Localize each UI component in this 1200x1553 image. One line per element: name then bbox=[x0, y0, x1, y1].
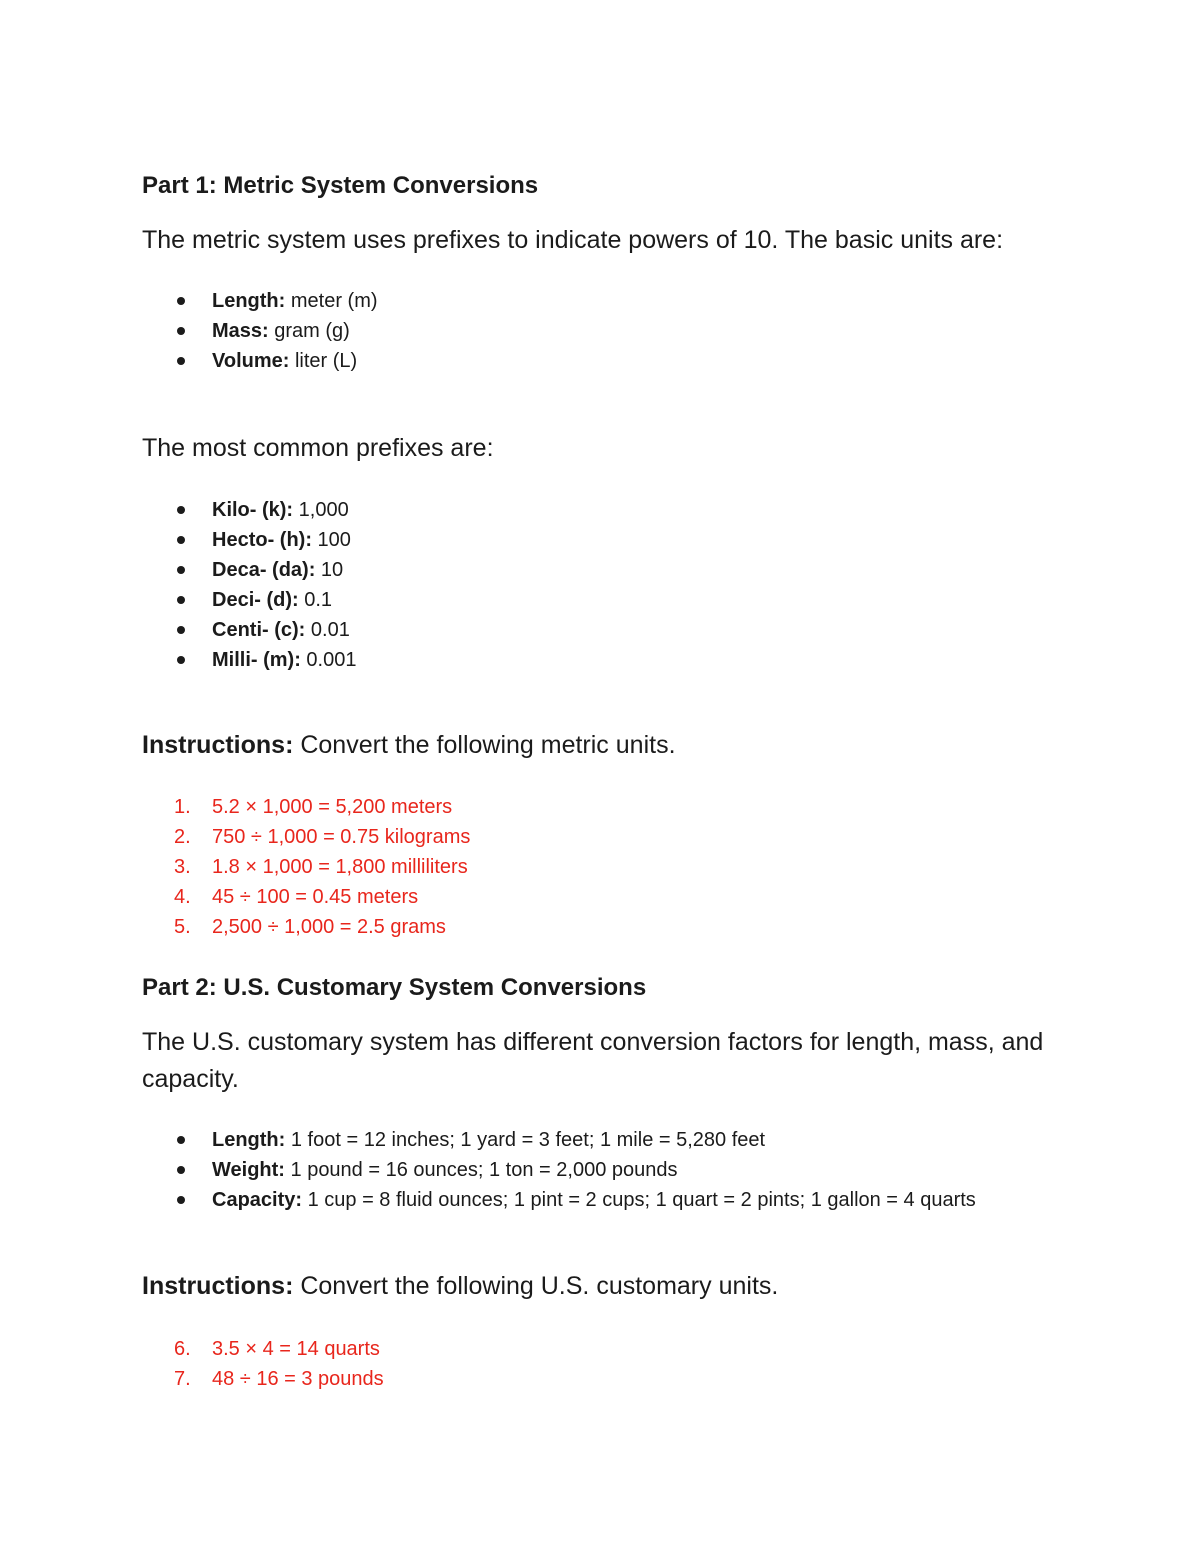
list-item bbox=[142, 1155, 976, 1185]
answer-number: 5. bbox=[174, 916, 191, 938]
bullet-icon bbox=[177, 596, 185, 604]
bullet-icon bbox=[177, 357, 185, 365]
instructions-label: Instructions: bbox=[142, 1272, 294, 1300]
bullet-icon bbox=[177, 626, 185, 634]
list-item-term: Mass: bbox=[212, 320, 269, 342]
answer-item bbox=[142, 852, 470, 882]
list-item-value: 1 cup = 8 fluid ounces; 1 pint = 2 cups; 1 quart = 2 pints; 1 gallon = 4 quarts bbox=[302, 1189, 976, 1211]
list-item-term: Length: bbox=[212, 290, 286, 312]
list-item-value: 100 bbox=[311, 529, 351, 551]
part1-instructions bbox=[142, 727, 1072, 764]
list-item-value: 0.001 bbox=[300, 649, 357, 671]
instructions-text: Convert the following U.S. customary units. bbox=[293, 1272, 779, 1300]
list-item bbox=[142, 346, 378, 376]
answer-item bbox=[142, 1364, 384, 1394]
list-item-value: meter (m) bbox=[285, 290, 378, 312]
answer-number: 7. bbox=[174, 1368, 191, 1390]
list-item-value: 0.1 bbox=[298, 589, 333, 611]
answer-text: 3.5 × 4 = 14 quarts bbox=[212, 1338, 380, 1360]
instructions-label: Instructions: bbox=[142, 731, 294, 759]
list-item-term: Deci- (d): bbox=[212, 589, 299, 611]
list-item-term: Kilo- (k): bbox=[212, 499, 294, 521]
list-item bbox=[142, 1185, 976, 1215]
bullet-icon bbox=[177, 1196, 185, 1204]
prefixes-list bbox=[142, 495, 356, 675]
bullet-icon bbox=[177, 506, 185, 514]
prefixes-intro: The most common prefixes are: bbox=[142, 434, 494, 462]
answer-item bbox=[142, 882, 470, 912]
list-item bbox=[142, 1125, 976, 1155]
answer-item bbox=[142, 1334, 384, 1364]
answer-number: 3. bbox=[174, 856, 191, 878]
list-item-term: Volume: bbox=[212, 350, 290, 372]
part2-instructions bbox=[142, 1268, 1072, 1305]
list-item bbox=[142, 525, 356, 555]
list-item bbox=[142, 286, 378, 316]
list-item-value: 0.01 bbox=[305, 619, 350, 641]
list-item-value: liter (L) bbox=[289, 350, 358, 372]
answer-number: 1. bbox=[174, 796, 191, 818]
part1-intro: The metric system uses prefixes to indicate powers of 10. The basic units are: bbox=[142, 226, 1004, 254]
list-item-term: Centi- (c): bbox=[212, 619, 306, 641]
list-item-term: Deca- (da): bbox=[212, 559, 316, 581]
bullet-icon bbox=[177, 327, 185, 335]
list-item bbox=[142, 495, 356, 525]
answer-number: 6. bbox=[174, 1338, 191, 1360]
answer-item bbox=[142, 792, 470, 822]
factors-list bbox=[142, 1125, 976, 1215]
answer-text: 2,500 ÷ 1,000 = 2.5 grams bbox=[212, 916, 446, 938]
answer-text: 5.2 × 1,000 = 5,200 meters bbox=[212, 796, 453, 818]
bullet-icon bbox=[177, 536, 185, 544]
list-item-term: Weight: bbox=[212, 1159, 285, 1181]
bullet-icon bbox=[177, 656, 185, 664]
list-item-value: 1 pound = 16 ounces; 1 ton = 2,000 pounds bbox=[284, 1159, 678, 1181]
answer-text: 750 ÷ 1,000 = 0.75 kilograms bbox=[212, 826, 471, 848]
answer-item bbox=[142, 912, 470, 942]
instructions-text: Convert the following metric units. bbox=[293, 731, 676, 759]
bullet-icon bbox=[177, 1136, 185, 1144]
list-item bbox=[142, 585, 356, 615]
list-item-value: 1 foot = 12 inches; 1 yard = 3 feet; 1 mile = 5,280 feet bbox=[285, 1129, 766, 1151]
list-item-value: 10 bbox=[315, 559, 344, 581]
basic-units-list bbox=[142, 286, 378, 376]
part1-answers-list bbox=[142, 792, 470, 942]
list-item bbox=[142, 316, 378, 346]
list-item-term: Capacity: bbox=[212, 1189, 303, 1211]
answer-text: 45 ÷ 100 = 0.45 meters bbox=[212, 886, 419, 908]
list-item-value: gram (g) bbox=[268, 320, 350, 342]
bullet-icon bbox=[177, 566, 185, 574]
list-item bbox=[142, 555, 356, 585]
bullet-icon bbox=[177, 297, 185, 305]
list-item bbox=[142, 645, 356, 675]
answer-item bbox=[142, 822, 470, 852]
list-item-term: Hecto- (h): bbox=[212, 529, 312, 551]
bullet-icon bbox=[177, 1166, 185, 1174]
part2-answers-list bbox=[142, 1334, 384, 1394]
part2-heading: Part 2: U.S. Customary System Conversions bbox=[142, 974, 647, 1001]
list-item-value: 1,000 bbox=[293, 499, 349, 521]
answer-number: 2. bbox=[174, 826, 191, 848]
answer-text: 48 ÷ 16 = 3 pounds bbox=[212, 1368, 384, 1390]
answer-text: 1.8 × 1,000 = 1,800 milliliters bbox=[212, 856, 468, 878]
answer-number: 4. bbox=[174, 886, 191, 908]
list-item-term: Length: bbox=[212, 1129, 286, 1151]
list-item bbox=[142, 615, 356, 645]
part2-intro: The U.S. customary system has different conversion factors for length, mass, and capacity. bbox=[142, 1028, 1044, 1093]
list-item-term: Milli- (m): bbox=[212, 649, 301, 671]
part1-heading: Part 1: Metric System Conversions bbox=[142, 172, 539, 199]
